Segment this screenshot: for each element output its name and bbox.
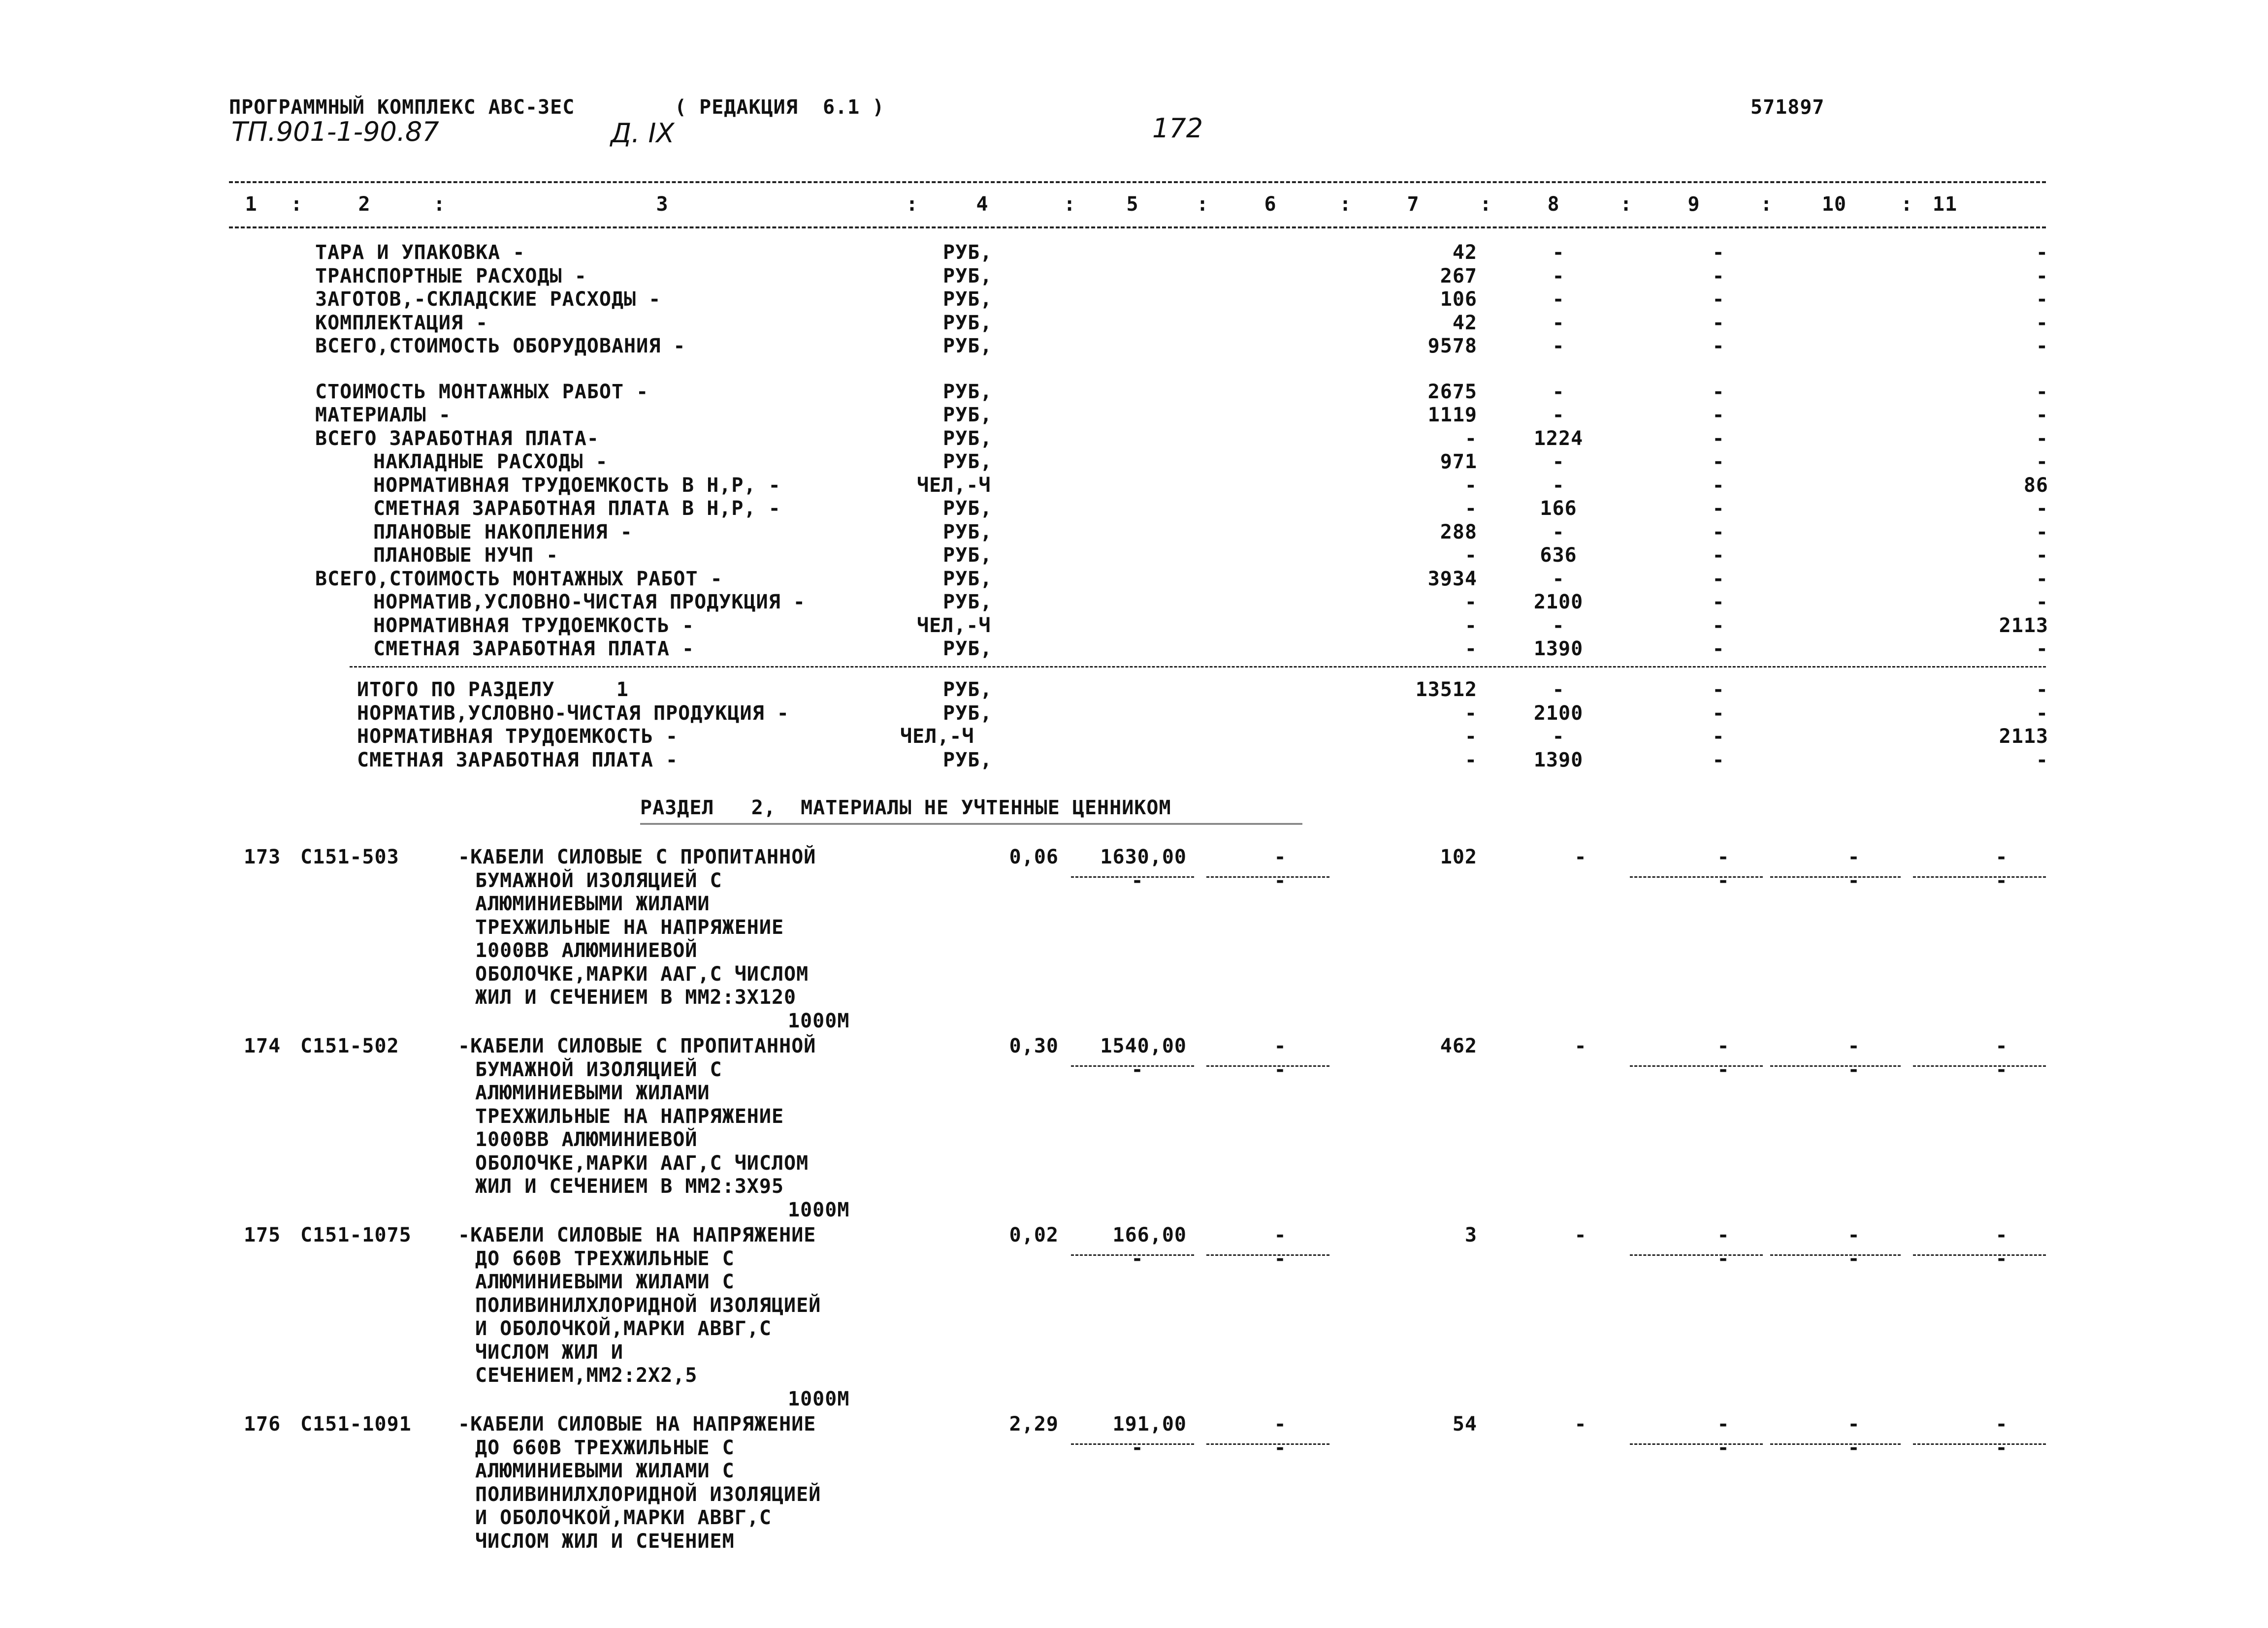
item-description-line: -КАБЕЛИ СИЛОВЫЕ С ПРОПИТАННОЙ bbox=[458, 846, 816, 868]
item-sub-col5: - bbox=[1131, 869, 1144, 892]
item-description-line: ТРЕХЖИЛЬНЫЕ НА НАПРЯЖЕНИЕ bbox=[475, 916, 784, 939]
item-description-line: -КАБЕЛИ СИЛОВЫЕ НА НАПРЯЖЕНИЕ bbox=[458, 1224, 816, 1246]
summary-row-col8: - bbox=[1552, 335, 1565, 357]
summary-row-col11: - bbox=[2036, 497, 2048, 520]
summary-row-col8: - bbox=[1552, 311, 1565, 334]
summary-row-col8: - bbox=[1552, 264, 1565, 287]
item-col7: 54 bbox=[1452, 1413, 1477, 1436]
summary-row-col8: - bbox=[1552, 288, 1565, 311]
item-description-line: БУМАЖНОЙ ИЗОЛЯЦИЕЙ С bbox=[475, 1058, 722, 1081]
summary-row-unit: РУБ, bbox=[943, 450, 993, 474]
totals-row-col7: 13512 bbox=[1415, 678, 1477, 701]
summary-row-unit: РУБ, bbox=[943, 380, 993, 403]
summary-row-col11: - bbox=[2036, 567, 2048, 590]
column-separator: : bbox=[1901, 193, 1913, 216]
column-separator: : bbox=[433, 193, 446, 216]
item-col7: 462 bbox=[1440, 1035, 1477, 1057]
item-price: 191,00 bbox=[1112, 1413, 1187, 1436]
item-quantity: 0,30 bbox=[1009, 1035, 1059, 1057]
summary-row-label: ЗАГОТОВ,-СКЛАДСКИЕ РАСХОДЫ - bbox=[315, 288, 661, 311]
item-unit: 1000М bbox=[788, 1009, 850, 1032]
item-sub-col10: - bbox=[1847, 1247, 1860, 1270]
totals-row-col8: - bbox=[1552, 725, 1565, 748]
column-separator: : bbox=[906, 193, 919, 216]
item-description-line: ЖИЛ И СЕЧЕНИЕМ В ММ2:3Х120 bbox=[475, 986, 797, 1009]
section-2-underline bbox=[640, 823, 1302, 825]
totals-row-col8: - bbox=[1552, 678, 1565, 701]
summary-row-label: КОМПЛЕКТАЦИЯ - bbox=[315, 311, 488, 334]
item-description-line: ОБОЛОЧКЕ,МАРКИ ААГ,С ЧИСЛОМ bbox=[475, 962, 809, 986]
edition-label: ( РЕДАКЦИЯ 6.1 ) bbox=[675, 96, 885, 119]
item-description-line: ДО 660В ТРЕХЖИЛЬНЫЕ С bbox=[475, 1436, 735, 1459]
summary-row-label: ТАРА И УПАКОВКА - bbox=[315, 241, 525, 264]
item-description-line: ЧИСЛОМ ЖИЛ И СЕЧЕНИЕМ bbox=[475, 1530, 735, 1553]
handwritten-page-number: 172 bbox=[1152, 113, 1203, 144]
column-header-1: 1 bbox=[245, 193, 258, 216]
item-col10: - bbox=[1847, 1035, 1860, 1057]
totals-row-unit: ЧЕЛ,-Ч bbox=[900, 725, 974, 748]
item-sub-col11: - bbox=[1995, 1058, 2008, 1081]
summary-row-unit: РУБ, bbox=[943, 241, 993, 264]
summary-row-col7: - bbox=[1464, 427, 1477, 450]
item-description-line: ДО 660В ТРЕХЖИЛЬНЫЕ С bbox=[475, 1247, 735, 1270]
summary-row-col8: - bbox=[1552, 241, 1565, 264]
column-header-11: 11 bbox=[1932, 193, 1958, 216]
item-description-line: ПОЛИВИНИЛХЛОРИДНОЙ ИЗОЛЯЦИЕЙ bbox=[475, 1294, 821, 1317]
item-sub-col5: - bbox=[1131, 1247, 1144, 1270]
program-title: ПРОГРАММНЫЙ КОМПЛЕКС АВС-ЗЕС bbox=[229, 96, 575, 119]
item-sub-col9: - bbox=[1717, 1436, 1730, 1459]
summary-row-col7: 971 bbox=[1440, 450, 1477, 474]
column-separator: : bbox=[1064, 193, 1076, 216]
item-col8: - bbox=[1574, 1035, 1587, 1057]
summary-row-col9: - bbox=[1712, 264, 1725, 287]
column-header-8: 8 bbox=[1547, 193, 1560, 216]
summary-row-label: ПЛАНОВЫЕ НУЧП - bbox=[373, 544, 559, 567]
item-sub-col10: - bbox=[1847, 1058, 1860, 1081]
item-col9: - bbox=[1717, 1035, 1730, 1057]
summary-row-col7: 1119 bbox=[1427, 404, 1477, 427]
totals-row-col7: - bbox=[1464, 748, 1477, 771]
summary-row-unit: РУБ, bbox=[943, 288, 993, 311]
summary-row-col11: - bbox=[2036, 404, 2048, 427]
summary-row-unit: РУБ, bbox=[943, 497, 993, 520]
summary-row-col8: 1224 bbox=[1533, 427, 1584, 450]
column-separator: : bbox=[1480, 193, 1492, 216]
summary-row-col7: - bbox=[1464, 497, 1477, 520]
totals-row-col11: - bbox=[2036, 702, 2048, 725]
column-separator: : bbox=[1620, 193, 1633, 216]
item-col10: - bbox=[1847, 1413, 1860, 1436]
handwritten-album-number: Д. IX bbox=[611, 118, 675, 149]
summary-row-col9: - bbox=[1712, 380, 1725, 403]
item-col11: - bbox=[1995, 1035, 2008, 1057]
item-sub-col6: - bbox=[1274, 1436, 1287, 1459]
item-description-line: СЕЧЕНИЕМ,ММ2:2Х2,5 bbox=[475, 1364, 698, 1387]
summary-row-label: НАКЛАДНЫЕ РАСХОДЫ - bbox=[373, 450, 608, 474]
summary-row-unit: РУБ, bbox=[943, 427, 993, 450]
item-quantity: 2,29 bbox=[1009, 1413, 1059, 1436]
totals-row-col11: - bbox=[2036, 678, 2048, 701]
column-header-4: 4 bbox=[976, 193, 989, 216]
totals-row-label: НОРМАТИВ,УСЛОВНО-ЧИСТАЯ ПРОДУКЦИЯ - bbox=[357, 702, 789, 725]
summary-row-col9: - bbox=[1712, 404, 1725, 427]
item-sub-col6: - bbox=[1274, 869, 1287, 892]
summary-row-col8: - bbox=[1552, 474, 1565, 497]
summary-row-label: НОРМАТИВНАЯ ТРУДОЕМКОСТЬ - bbox=[373, 614, 695, 637]
totals-row-unit: РУБ, bbox=[943, 748, 993, 771]
totals-row-col9: - bbox=[1712, 748, 1725, 771]
summary-row-col7: 2675 bbox=[1427, 380, 1477, 403]
summary-row-col8: - bbox=[1552, 450, 1565, 474]
summary-row-col7: 42 bbox=[1452, 241, 1477, 264]
item-sub-col6: - bbox=[1274, 1058, 1287, 1081]
item-col8: - bbox=[1574, 1224, 1587, 1246]
summary-row-col7: - bbox=[1464, 591, 1477, 614]
summary-row-col11: - bbox=[2036, 638, 2048, 661]
summary-row-col7: - bbox=[1464, 638, 1477, 661]
summary-row-col11: - bbox=[2036, 264, 2048, 287]
summary-row-label: СМЕТНАЯ ЗАРАБОТНАЯ ПЛАТА В Н,Р, - bbox=[373, 497, 781, 520]
column-header-10: 10 bbox=[1821, 193, 1847, 216]
summary-row-label: ПЛАНОВЫЕ НАКОПЛЕНИЯ - bbox=[373, 520, 633, 543]
summary-row-label: МАТЕРИАЛЫ - bbox=[315, 404, 451, 427]
column-header-5: 5 bbox=[1126, 193, 1139, 216]
summary-row-col9: - bbox=[1712, 591, 1725, 614]
item-quantity: 0,02 bbox=[1009, 1224, 1059, 1246]
column-header-9: 9 bbox=[1687, 193, 1700, 216]
item-col6: - bbox=[1274, 1224, 1287, 1246]
column-separator: : bbox=[1197, 193, 1209, 216]
item-number: 173 bbox=[244, 846, 281, 868]
totals-row-label: ИТОГО ПО РАЗДЕЛУ 1 bbox=[357, 678, 629, 701]
item-col10: - bbox=[1847, 846, 1860, 868]
summary-row-col9: - bbox=[1712, 288, 1725, 311]
summary-row-col11: - bbox=[2036, 241, 2048, 264]
item-col9: - bbox=[1717, 846, 1730, 868]
summary-row-col8: 2100 bbox=[1533, 591, 1584, 614]
item-description-line: ЖИЛ И СЕЧЕНИЕМ В ММ2:3Х95 bbox=[475, 1175, 784, 1198]
item-number: 176 bbox=[244, 1413, 281, 1436]
totals-row-col9: - bbox=[1712, 725, 1725, 748]
summary-row-col11: - bbox=[2036, 544, 2048, 567]
column-separator: : bbox=[1339, 193, 1352, 216]
item-unit: 1000М bbox=[788, 1387, 850, 1410]
item-col10: - bbox=[1847, 1224, 1860, 1246]
summary-row-col11: - bbox=[2036, 520, 2048, 543]
summary-row-col9: - bbox=[1712, 520, 1725, 543]
totals-row-col9: - bbox=[1712, 678, 1725, 701]
item-price: 1540,00 bbox=[1100, 1035, 1187, 1057]
summary-row-label: НОРМАТИВ,УСЛОВНО-ЧИСТАЯ ПРОДУКЦИЯ - bbox=[373, 591, 806, 614]
summary-row-col8: 1390 bbox=[1533, 638, 1584, 661]
summary-row-unit: РУБ, bbox=[943, 544, 993, 567]
item-unit: 1000М bbox=[788, 1198, 850, 1221]
item-col9: - bbox=[1717, 1224, 1730, 1246]
summary-row-col7: - bbox=[1464, 544, 1477, 567]
item-number: 175 bbox=[244, 1224, 281, 1246]
item-number: 174 bbox=[244, 1035, 281, 1057]
item-description-line: АЛЮМИНИЕВЫМИ ЖИЛАМИ bbox=[475, 893, 710, 915]
item-col11: - bbox=[1995, 1413, 2008, 1436]
summary-row-col9: - bbox=[1712, 427, 1725, 450]
totals-row-unit: РУБ, bbox=[943, 702, 993, 725]
summary-row-unit: ЧЕЛ,-Ч bbox=[917, 474, 991, 497]
summary-row-col11: 2113 bbox=[1999, 614, 2048, 637]
item-description-line: ОБОЛОЧКЕ,МАРКИ ААГ,С ЧИСЛОМ bbox=[475, 1151, 809, 1175]
summary-row-col7: 3934 bbox=[1427, 567, 1477, 590]
item-col7: 102 bbox=[1440, 846, 1477, 868]
totals-row-col8: 1390 bbox=[1533, 748, 1584, 771]
summary-row-col9: - bbox=[1712, 544, 1725, 567]
item-sub-col9: - bbox=[1717, 1058, 1730, 1081]
summary-row-unit: ЧЕЛ,-Ч bbox=[917, 614, 991, 637]
totals-row-col7: - bbox=[1464, 725, 1477, 748]
item-sub-col9: - bbox=[1717, 869, 1730, 892]
summary-row-unit: РУБ, bbox=[943, 404, 993, 427]
totals-row-col7: - bbox=[1464, 702, 1477, 725]
item-col6: - bbox=[1274, 846, 1287, 868]
column-header-6: 6 bbox=[1264, 193, 1277, 216]
summary-row-unit: РУБ, bbox=[943, 638, 993, 661]
totals-row-col9: - bbox=[1712, 702, 1725, 725]
summary-row-label: НОРМАТИВНАЯ ТРУДОЕМКОСТЬ В Н,Р, - bbox=[373, 474, 781, 497]
summary-row-col7: 42 bbox=[1452, 311, 1477, 334]
item-sub-col9: - bbox=[1717, 1247, 1730, 1270]
summary-row-unit: РУБ, bbox=[943, 264, 993, 287]
column-header-7: 7 bbox=[1407, 193, 1420, 216]
item-code: С151-1075 bbox=[300, 1224, 412, 1246]
summary-row-unit: РУБ, bbox=[943, 567, 993, 590]
item-sub-col10: - bbox=[1847, 869, 1860, 892]
item-col8: - bbox=[1574, 846, 1587, 868]
totals-row-label: НОРМАТИВНАЯ ТРУДОЕМКОСТЬ - bbox=[357, 725, 679, 748]
column-separator: : bbox=[291, 193, 303, 216]
item-description-line: ТРЕХЖИЛЬНЫЕ НА НАПРЯЖЕНИЕ bbox=[475, 1105, 784, 1128]
summary-row-col11: - bbox=[2036, 450, 2048, 474]
item-code: С151-1091 bbox=[300, 1413, 412, 1436]
summary-row-col8: 636 bbox=[1540, 544, 1577, 567]
header-bottom-rule bbox=[229, 226, 2046, 228]
summary-row-col9: - bbox=[1712, 335, 1725, 357]
column-header-3: 3 bbox=[656, 193, 669, 216]
summary-row-col9: - bbox=[1712, 241, 1725, 264]
summary-row-col9: - bbox=[1712, 497, 1725, 520]
summary-row-unit: РУБ, bbox=[943, 335, 993, 357]
document-number: 571897 bbox=[1750, 96, 1825, 119]
summary-row-unit: РУБ, bbox=[943, 311, 993, 334]
item-description-line: ПОЛИВИНИЛХЛОРИДНОЙ ИЗОЛЯЦИЕЙ bbox=[475, 1483, 821, 1506]
item-code: С151-503 bbox=[300, 846, 399, 868]
column-separator: : bbox=[1760, 193, 1773, 216]
item-col6: - bbox=[1274, 1035, 1287, 1057]
handwritten-project-code: ТП.901-1-90.87 bbox=[231, 116, 439, 147]
item-description-line: 1000ВВ АЛЮМИНИЕВОЙ bbox=[475, 1128, 698, 1151]
summary-row-col8: - bbox=[1552, 567, 1565, 590]
item-quantity: 0,06 bbox=[1009, 846, 1059, 868]
section-2-title: РАЗДЕЛ 2, МАТЕРИАЛЫ НЕ УЧТЕННЫЕ ЦЕННИКОМ bbox=[640, 797, 1171, 819]
item-col11: - bbox=[1995, 846, 2008, 868]
totals-row-label: СМЕТНАЯ ЗАРАБОТНАЯ ПЛАТА - bbox=[357, 748, 679, 771]
item-col8: - bbox=[1574, 1413, 1587, 1436]
item-description-line: БУМАЖНОЙ ИЗОЛЯЦИЕЙ С bbox=[475, 869, 722, 892]
item-code: С151-502 bbox=[300, 1035, 399, 1057]
summary-row-label: ВСЕГО ЗАРАБОТНАЯ ПЛАТА- bbox=[315, 427, 599, 450]
summary-row-col9: - bbox=[1712, 450, 1725, 474]
summary-row-col8: - bbox=[1552, 520, 1565, 543]
item-sub-col5: - bbox=[1131, 1058, 1144, 1081]
item-description-line: -КАБЕЛИ СИЛОВЫЕ НА НАПРЯЖЕНИЕ bbox=[458, 1413, 816, 1436]
summary-row-col11: - bbox=[2036, 591, 2048, 614]
totals-row-col11: 2113 bbox=[1999, 725, 2048, 748]
item-description-line: 1000ВВ АЛЮМИНИЕВОЙ bbox=[475, 939, 698, 962]
item-description-line: И ОБОЛОЧКОЙ,МАРКИ АВВГ,С bbox=[475, 1506, 772, 1529]
column-header-2: 2 bbox=[358, 193, 371, 216]
summary-row-col9: - bbox=[1712, 614, 1725, 637]
summary-row-col9: - bbox=[1712, 311, 1725, 334]
summary-row-col7: - bbox=[1464, 614, 1477, 637]
summary-row-col7: 9578 bbox=[1427, 335, 1477, 357]
summary-row-col8: - bbox=[1552, 404, 1565, 427]
summary-row-col8: - bbox=[1552, 614, 1565, 637]
summary-row-col11: - bbox=[2036, 335, 2048, 357]
totals-row-col8: 2100 bbox=[1533, 702, 1584, 725]
summary-row-col7: 106 bbox=[1440, 288, 1477, 311]
item-sub-col11: - bbox=[1995, 1247, 2008, 1270]
summary-row-unit: РУБ, bbox=[943, 591, 993, 614]
summary-row-col7: 288 bbox=[1440, 520, 1477, 543]
summary-row-col11: - bbox=[2036, 311, 2048, 334]
header-top-rule bbox=[229, 181, 2046, 183]
summary-row-col9: - bbox=[1712, 638, 1725, 661]
summary-row-col11: 86 bbox=[2023, 474, 2048, 497]
item-price: 1630,00 bbox=[1100, 846, 1187, 868]
summary-row-col11: - bbox=[2036, 288, 2048, 311]
item-price: 166,00 bbox=[1112, 1224, 1187, 1246]
item-col6: - bbox=[1274, 1413, 1287, 1436]
item-sub-col11: - bbox=[1995, 1436, 2008, 1459]
item-col7: 3 bbox=[1464, 1224, 1477, 1246]
summary-row-label: ВСЕГО,СТОИМОСТЬ ОБОРУДОВАНИЯ - bbox=[315, 335, 686, 357]
summary-row-col9: - bbox=[1712, 567, 1725, 590]
item-col9: - bbox=[1717, 1413, 1730, 1436]
summary-row-col7: - bbox=[1464, 474, 1477, 497]
summary-row-col11: - bbox=[2036, 380, 2048, 403]
item-col11: - bbox=[1995, 1224, 2008, 1246]
item-description-line: -КАБЕЛИ СИЛОВЫЕ С ПРОПИТАННОЙ bbox=[458, 1035, 816, 1057]
totals-row-unit: РУБ, bbox=[943, 678, 993, 701]
summary-row-col8: - bbox=[1552, 380, 1565, 403]
item-description-line: АЛЮМИНИЕВЫМИ ЖИЛАМИ bbox=[475, 1082, 710, 1104]
item-sub-col5: - bbox=[1131, 1436, 1144, 1459]
summary-row-label: ВСЕГО,СТОИМОСТЬ МОНТАЖНЫХ РАБОТ - bbox=[315, 567, 723, 590]
summary-row-label: СТОИМОСТЬ МОНТАЖНЫХ РАБОТ - bbox=[315, 380, 649, 403]
item-sub-col11: - bbox=[1995, 869, 2008, 892]
totals-row-col11: - bbox=[2036, 748, 2048, 771]
summary-row-col7: 267 bbox=[1440, 264, 1477, 287]
item-description-line: АЛЮМИНИЕВЫМИ ЖИЛАМИ С bbox=[475, 1460, 735, 1482]
summary-row-label: СМЕТНАЯ ЗАРАБОТНАЯ ПЛАТА - bbox=[373, 638, 695, 661]
summary-row-col9: - bbox=[1712, 474, 1725, 497]
totals-separator-rule bbox=[350, 666, 2046, 668]
item-description-line: ЧИСЛОМ ЖИЛ И bbox=[475, 1341, 623, 1364]
summary-row-col8: 166 bbox=[1540, 497, 1577, 520]
item-description-line: И ОБОЛОЧКОЙ,МАРКИ АВВГ,С bbox=[475, 1317, 772, 1340]
item-description-line: АЛЮМИНИЕВЫМИ ЖИЛАМИ С bbox=[475, 1271, 735, 1293]
summary-row-label: ТРАНСПОРТНЫЕ РАСХОДЫ - bbox=[315, 264, 587, 287]
item-sub-col6: - bbox=[1274, 1247, 1287, 1270]
summary-row-col11: - bbox=[2036, 427, 2048, 450]
summary-row-unit: РУБ, bbox=[943, 520, 993, 543]
item-sub-col10: - bbox=[1847, 1436, 1860, 1459]
